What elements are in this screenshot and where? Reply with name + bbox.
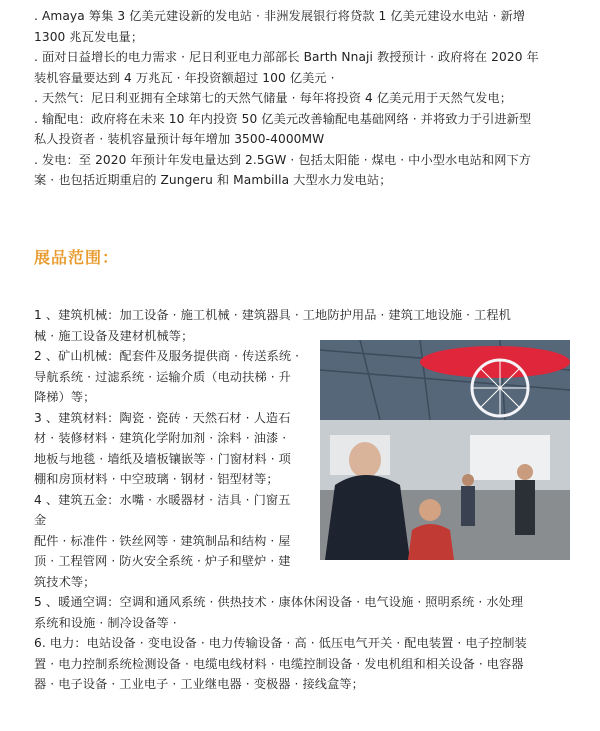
exhibit-line: 棚和房顶材料 · 中空玻璃 · 钢材 · 铝型材等； bbox=[34, 472, 279, 486]
intro-line: 装机容量要达到 4 万兆瓦 · 年投资额超过 100 亿美元 · bbox=[34, 70, 335, 85]
intro-line: . 发电：至 2020 年预计年发电量达到 2.5GW · 包括太阳能 · 煤电 · 中小型水电站和网下方 bbox=[34, 152, 532, 167]
exhibit-line: 地板与地毯 · 墙纸及墙板镶嵌等 · 门窗材料 · 项 bbox=[34, 451, 291, 466]
exhibit-line: 筑技术等； bbox=[34, 574, 96, 589]
exhibit-line: 1 、建筑机械：加工设备 · 施工机械 · 建筑器具 · 工地防护用品 · 建筑工地设施 · 工程机 bbox=[34, 308, 511, 322]
exhibit-line: 配件 · 标准件 · 铁丝网等 · 建筑制品和结构 · 屋 bbox=[34, 533, 291, 548]
intro-line: 案 · 也包括近期重启的 Zungeru 和 Mambilla 大型水力发电站； bbox=[34, 173, 392, 187]
exhibit-line: 导航系统 · 过滤系统 · 运输介质（电动扶梯 · 升 bbox=[34, 369, 291, 384]
exhibit-line: 降梯）等； bbox=[34, 390, 96, 404]
exhibit-narrow-block bbox=[34, 346, 302, 592]
exhibit-line: 4 、建筑五金：水嘴 · 水暖器材 · 洁具 · 门窗五金 bbox=[34, 492, 291, 527]
intro-line: . 面对日益增长的电力需求 · 尼日利亚电力部部长 Barth Nnaji 教授预计 · 政府将在 2020 年 bbox=[34, 50, 539, 64]
intro-line: 1300 兆瓦发电量； bbox=[34, 29, 144, 44]
exhibit-line: 器 · 电子设备 · 工业电子 · 工业继电器 · 变极器 · 接线盒等； bbox=[34, 677, 364, 691]
exhibit-line: 3 、建筑材料：陶瓷 · 瓷砖 · 天然石材 · 人造石 bbox=[34, 410, 291, 425]
exhibit-line: 械 · 施工设备及建材机械等； bbox=[34, 328, 194, 343]
exhibit-line: 置 · 电力控制系统检测设备 · 电缆电线材料 · 电缆控制设备 · 发电机组和相关设备 · 电容器 bbox=[34, 656, 524, 671]
intro-text bbox=[34, 6, 570, 191]
exhibit-line: 材 · 装修材料 · 建筑化学附加剂 · 涂料 · 油漆 · bbox=[34, 431, 287, 445]
exhibit-line: 顶 · 工程管网 · 防火安全系统 · 炉子和壁炉 · 建 bbox=[34, 554, 291, 568]
intro-line: . 输配电：政府将在未来 10 年内投资 50 亿美元改善输配电基础网络 · 并将致力于引进新型 bbox=[34, 111, 532, 126]
intro-line: 私人投资者 · 装机容量预计每年增加 3500-4000MW bbox=[34, 132, 325, 146]
section-title: 展品范围： bbox=[34, 248, 120, 267]
exhibit-line: 6. 电力：电站设备 · 变电设备 · 电力传输设备 · 高 · 低压电气开关 · 配电装置 · 电子控制装 bbox=[34, 636, 527, 650]
exhibition-hall-photo bbox=[320, 340, 570, 560]
exhibit-line: 系统和设施 · 制冷设备等 · bbox=[34, 615, 177, 630]
exhibit-line: 5 、暖通空调：空调和通风系统 · 供热技术 · 康体休闲设备 · 电气设施 · 照明系统 · 水处理 bbox=[34, 595, 524, 609]
exhibition-hall-illustration bbox=[320, 340, 570, 560]
exhibit-line: 2 、矿山机械：配套件及服务提供商 · 传送系统 · bbox=[34, 349, 300, 363]
intro-line: . 天然气：尼日利亚拥有全球第七的天然气储量 · 每年将投资 4 亿美元用于天然气发电； bbox=[34, 91, 513, 105]
intro-line: . Amaya 筹集 3 亿美元建设新的发电站 · 非洲发展银行将贷款 1 亿美元建设水电站 · 新增 bbox=[34, 9, 526, 23]
